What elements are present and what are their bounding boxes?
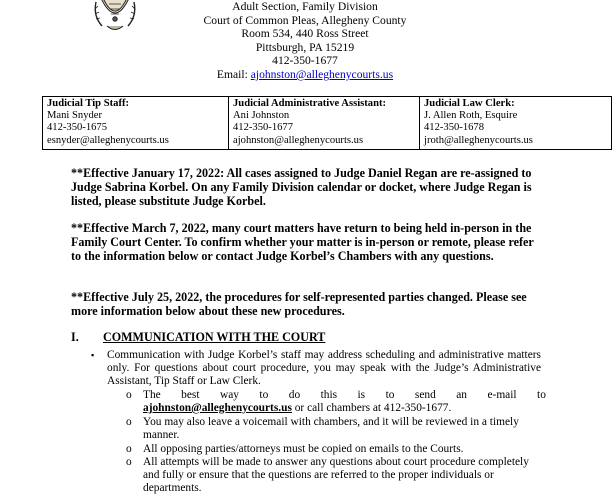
staff-name: Ani Johnston [233,110,290,122]
county-seal-logo [90,0,140,34]
sub-item-word: this [320,389,338,401]
sub-item-word: do [288,389,301,401]
sub-item-answer-questions [126,456,546,494]
section-heading [71,330,551,344]
chambers-email-link[interactable]: ajohnston@alleghenycourts.us [250,67,394,81]
staff-contact-table [42,96,612,150]
notice-march-2022: **Effective March 7, 2022, many court matters have return to being held in-person in the Family Court Center. To confirm whether your matter is in-person or remote, please refer to the information below or contact Judge Korbel’s Chambers with any questions. [71,221,534,264]
sub-item-word: send [414,389,436,401]
law-clerk-cell [420,97,612,150]
sub-item-text: You may also leave a voicemail with chambers, and it will be reviewed in a timely manner. [143,416,519,441]
room-line: Room 534, 440 Ross Street [241,27,369,41]
staff-phone: 412-350-1678 [424,122,485,134]
sub-item-text: All opposing parties/attorneys must be copied on emails to the Courts. [143,443,464,455]
staff-email[interactable]: esnyder@alleghenycourts.us [47,134,169,146]
staff-name: Mani Snyder [47,110,103,122]
court-line: Court of Common Pleas, Allegheny County [203,13,407,27]
email-link[interactable]: ajohnston@alleghenycourts.us [143,401,292,414]
circle-bullet-icon: o [126,416,132,428]
sub-item-text: All attempts will be made to answer any questions about court procedure completely and fully or ensure that the questions are referred to the proper individuals or departments. [143,456,529,494]
admin-assistant-cell [229,97,420,150]
sub-item-word: is [357,389,366,401]
sub-item-tail: or call chambers at 412-350-1677. [291,401,452,414]
email-line [140,68,470,82]
sub-item-word: The [143,389,161,401]
circle-bullet-icon: o [126,389,132,401]
staff-row [43,97,612,150]
square-bullet-icon: ▪ [91,350,95,360]
section-title: COMMUNICATION WITH THE COURT [103,330,326,344]
city-line: Pittsburgh, PA 15219 [255,40,355,54]
email-label: Email: [216,67,251,81]
phone-line: 412-350-1677 [272,54,338,68]
tip-staff-cell [43,97,229,150]
sub-item-first-line [143,389,546,402]
bullet-item [91,349,541,387]
sub-item-word: best [181,389,200,401]
circle-bullet-icon: o [126,456,132,468]
division-line: Adult Section, Family Division [232,0,378,13]
staff-phone: 412-350-1675 [47,122,108,134]
staff-email[interactable]: ajohnston@alleghenycourts.us [233,134,364,146]
circle-bullet-icon: o [126,443,132,455]
sub-item-word: to [259,389,269,401]
sub-item-word: to [537,389,546,401]
sub-item-copy-parties [126,443,546,456]
staff-role: Judicial Administrative Assistant: [233,98,387,109]
sub-item-text [143,389,546,415]
sub-item-word: way [219,389,239,401]
court-address-header [140,0,470,82]
sub-item-word: an [456,389,468,401]
notice-january-2022: **Effective January 17, 2022: All cases assigned to Judge Daniel Regan are re-assigned to Judge Sabrina Korbel. On any Family Division calendar or docket, where Judge Regan is listed, please substitute Judge Korbel. [71,166,532,209]
section-number: I. [71,330,79,344]
sub-item-word: to [385,389,395,401]
seal-icon [90,0,140,34]
bullet-text: Communication with Judge Korbel’s staff may address scheduling and administrative matters only. For questions about court procedure, you may speak with the Judge’s Administrative Assistant, Tip Staff or Law Clerk. [107,349,541,387]
staff-phone: 412-350-1677 [233,122,294,134]
sub-item-voicemail [126,416,546,442]
sub-item-word: e-mail [487,389,517,401]
staff-role: Judicial Tip Staff: [47,98,130,109]
staff-role: Judicial Law Clerk: [424,98,515,109]
staff-email[interactable]: jroth@alleghenycourts.us [424,134,533,146]
staff-name: J. Allen Roth, Esquire [424,110,518,122]
sub-item-email [126,389,546,415]
notice-july-2022: **Effective July 25, 2022, the procedures for self-represented parties changed. Please see more information below about these new procedures. [71,290,527,319]
